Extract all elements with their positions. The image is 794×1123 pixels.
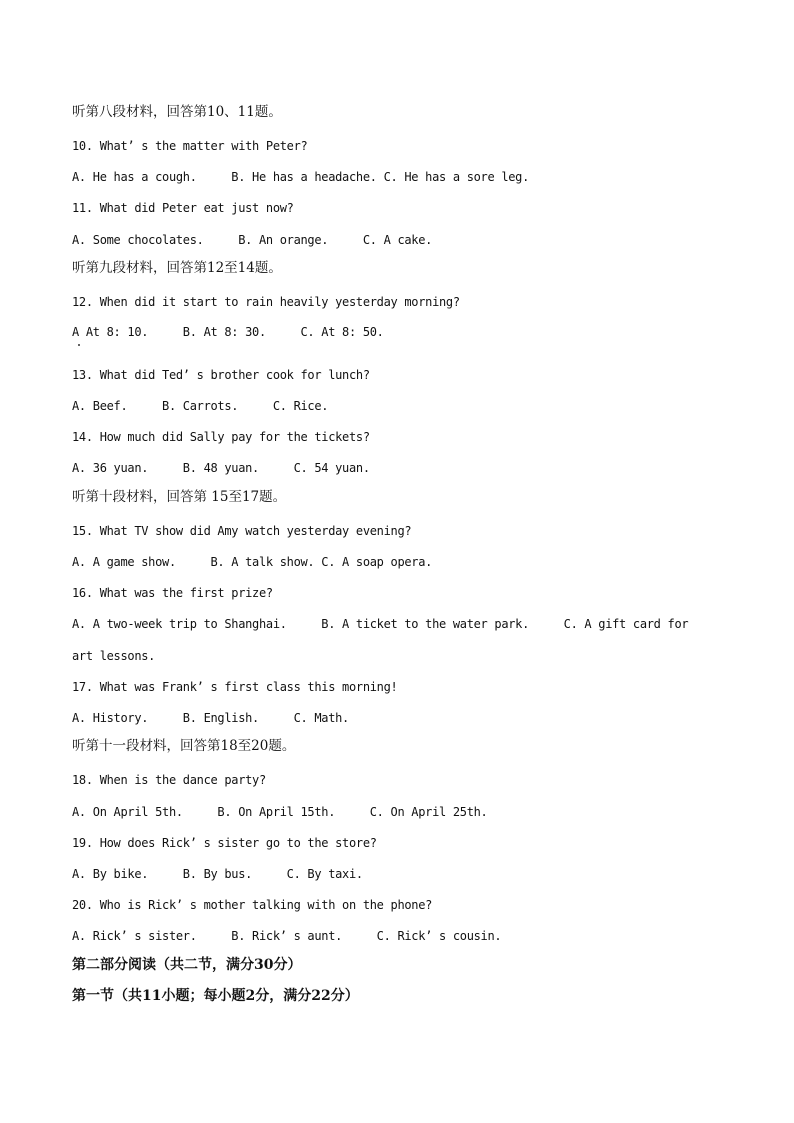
question-17-options: A. History. B. English. C. Math. [72, 711, 349, 725]
section-header-10: 听第十段材料，回答第 15至17题。 [72, 489, 287, 505]
question-20: 20. Who is Rick’ s mother talking with on the phone? [72, 898, 433, 912]
section-header-8: 听第八段材料，回答第10、11题。 [72, 104, 282, 120]
question-16: 16. What was the first prize? [72, 586, 273, 600]
question-20-options: A. Rick’ s sister. B. Rick’ s aunt. C. Rick’ s cousin. [72, 929, 502, 943]
question-19: 19. How does Rick’ s sister go to the store? [72, 836, 377, 850]
part-2-section-1-title: 第一节（共11小题；每小题2分，满分22分） [72, 988, 359, 1004]
stray-dot [78, 344, 80, 346]
question-14: 14. How much did Sally pay for the tickets? [72, 430, 370, 444]
part-2-title: 第二部分阅读（共二节，满分30分） [72, 957, 302, 973]
question-14-options: A. 36 yuan. B. 48 yuan. C. 54 yuan. [72, 461, 370, 475]
section-header-9: 听第九段材料，回答第12至14题。 [72, 260, 282, 276]
question-19-options: A. By bike. B. By bus. C. By taxi. [72, 867, 363, 881]
question-10: 10. What’ s the matter with Peter? [72, 139, 308, 153]
question-10-options: A. He has a cough. B. He has a headache. C. He has a sore leg. [72, 170, 530, 184]
question-12-options: A At 8: 10. B. At 8: 30. C. At 8: 50. [72, 325, 384, 339]
question-11-options: A. Some chocolates. B. An orange. C. A cake. [72, 233, 433, 247]
question-16-options-line2: art lessons. [72, 649, 156, 663]
question-18: 18. When is the dance party? [72, 773, 266, 787]
question-13-options: A. Beef. B. Carrots. C. Rice. [72, 399, 329, 413]
question-13: 13. What did Ted’ s brother cook for lunch? [72, 368, 370, 382]
question-15-options: A. A game show. B. A talk show. C. A soap opera. [72, 555, 433, 569]
question-16-options-line1: A. A two-week trip to Shanghai. B. A ticket to the water park. C. A gift card for [72, 617, 689, 631]
question-17: 17. What was Frank’ s first class this morning! [72, 680, 398, 694]
question-15: 15. What TV show did Amy watch yesterday evening? [72, 524, 412, 538]
section-header-11: 听第十一段材料，回答第18至20题。 [72, 738, 296, 754]
question-11: 11. What did Peter eat just now? [72, 201, 294, 215]
question-12: 12. When did it start to rain heavily yesterday morning? [72, 295, 460, 309]
question-18-options: A. On April 5th. B. On April 15th. C. On April 25th. [72, 805, 488, 819]
